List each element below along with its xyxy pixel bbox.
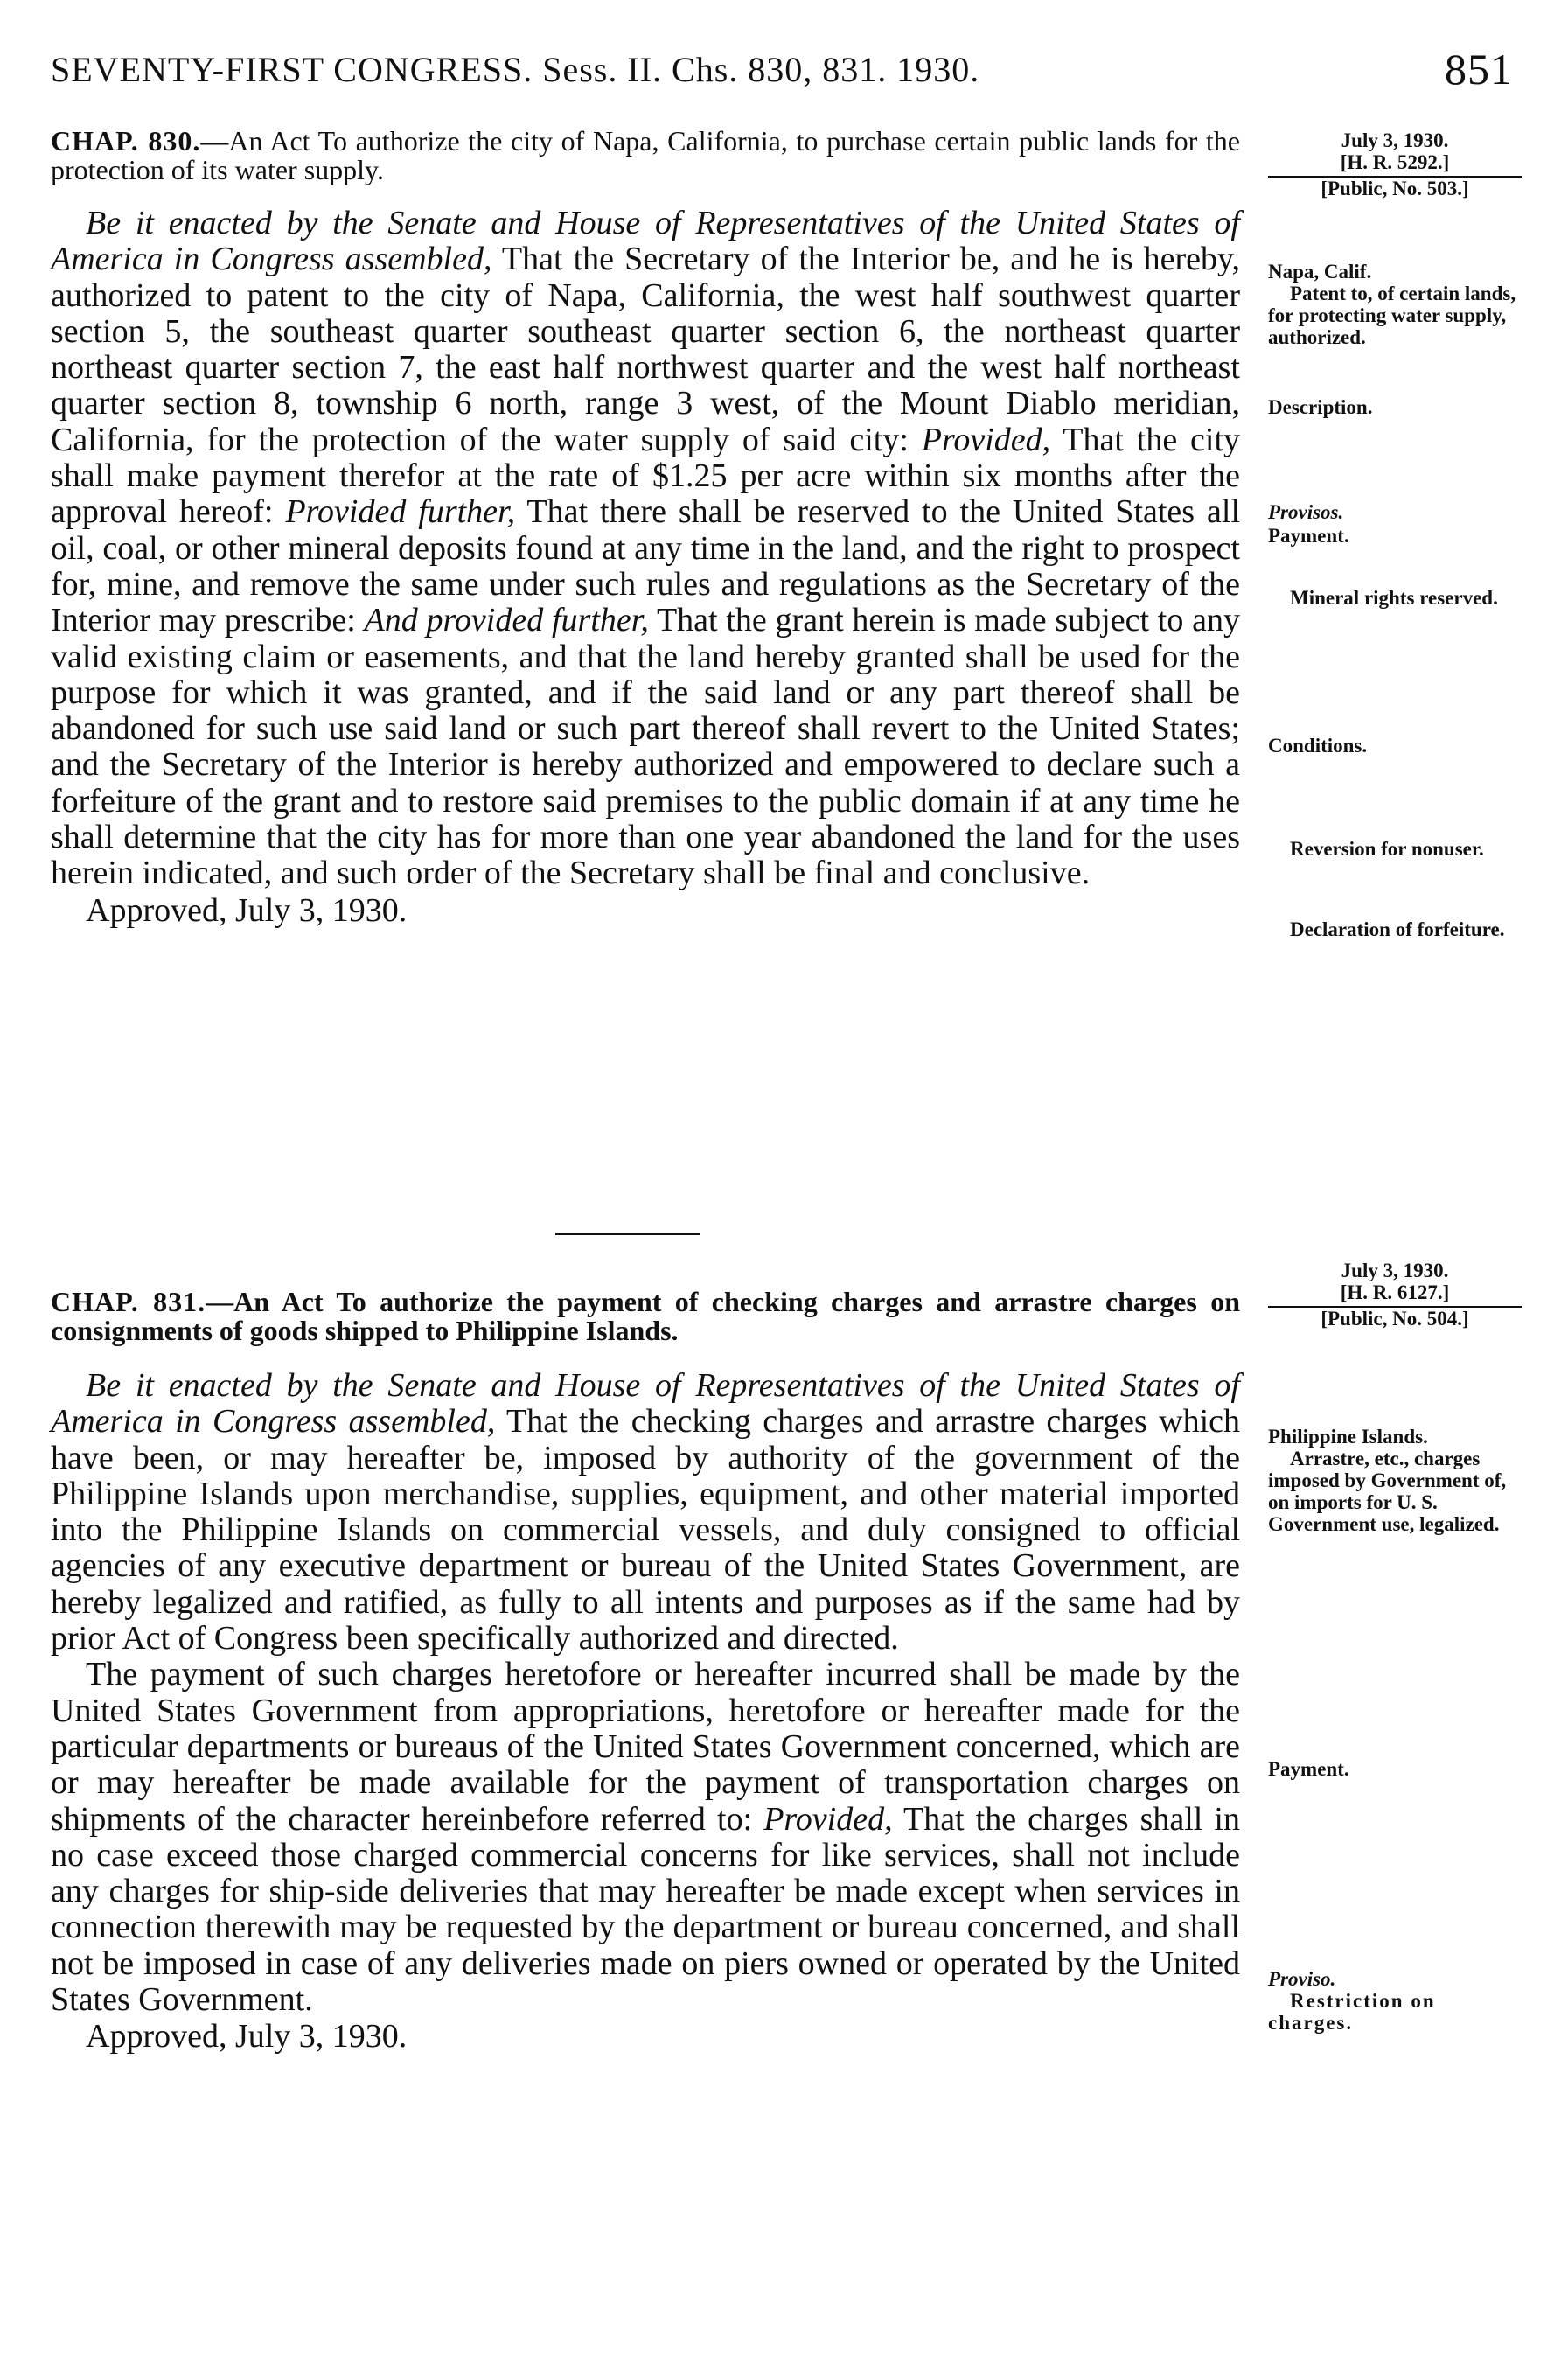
chapter-831-paragraph-1 xyxy=(51,1368,1240,1657)
chapter-830-meta xyxy=(1268,129,1522,199)
chapter-831-label: CHAP. 831. xyxy=(51,1286,206,1317)
chapter-831-paragraph-2 xyxy=(51,1657,1240,2018)
chapter-830-text-a: That the Secretary of the Interior be, and he is hereby, authorized to patent to the city of Napa, California, the west half southwest quarter section 5, the southeast quarter southeast quarter section 6, the northeast quarter northeast quarter section 7, the east half northwest quarter and the west half northeast quarter section 8, township 6 north, range 3 west, of the Mount Diablo meridian, California, for the protection of the water supply of said city: xyxy=(51,241,1240,458)
note-arrastre-charges: Arrastre, etc., charges imposed by Government of, on imports for U. S. Government use, legalized. xyxy=(1268,1448,1507,1535)
chapter-830-public-no: [Public, No. 503.] xyxy=(1321,178,1469,199)
note-payment: Payment. xyxy=(1268,525,1349,547)
note-restriction: Restriction on charges. xyxy=(1268,1990,1436,2034)
chapter-831-meta xyxy=(1268,1260,1522,1330)
note-forfeiture: Declaration of forfeiture. xyxy=(1290,918,1505,940)
running-head-title: SEVENTY-FIRST CONGRESS. Sess. II. Chs. 830, 831. 1930. xyxy=(51,50,980,89)
note-mineral-rights: Mineral rights reserved. xyxy=(1290,587,1498,609)
chapter-830-text-c: That there shall be reserved to the United States all oil, coal, or other mineral deposits found at any time in the land, and the right to prospect for, mine, and remove the same under such rules and regulations as the Secretary of the Interior may prescribe: xyxy=(51,493,1241,639)
chapter-831-enacting-clause: Be it enacted by the Senate and House of Representatives of the United States of America in Congress assembled, xyxy=(51,1367,1240,1441)
chapter-831-bill: [H. R. 6127.] xyxy=(1268,1281,1522,1308)
chapter-830-paragraph xyxy=(51,206,1240,892)
chapter-830-text-b: That the city shall make payment therefor at the rate of $1.25 per acre within six months after the approval hereof: xyxy=(51,421,1240,531)
chapter-830-heading xyxy=(51,127,1240,185)
chapter-830-provided-2: Provided further, xyxy=(285,493,516,531)
chapter-831-provided-1: Provided, xyxy=(763,1800,893,1838)
note-provisos xyxy=(1268,501,1522,523)
page-number: 851 xyxy=(1445,45,1513,94)
chapter-830-approved: Approved, July 3, 1930. xyxy=(86,891,408,929)
chapter-831-text-a: That the checking charges and arrastre charges which have been, or may hereafter be, imposed by authority of the government of the Philippine Islands upon merchandise, supplies, equipment, and other material imported into the Philippine Islands on commercial vessels, and duly consigned to official agencies of any executive department or bureau of the United States Government, are hereby legalized and ratified, as fully to all intents and purposes as if the same had by prior Act of Congress been specifically authorized and directed. xyxy=(51,1403,1241,1658)
note-conditions: Conditions. xyxy=(1268,735,1368,757)
note-patent: Patent to, of certain lands, for protecting water supply, authorized. xyxy=(1268,283,1516,348)
chapter-831-body xyxy=(51,1288,1240,2055)
chapter-831-text xyxy=(51,1368,1240,2018)
chapter-830-date: July 3, 1930. xyxy=(1341,129,1449,151)
note-proviso-text: Proviso. xyxy=(1268,1968,1336,1990)
chapter-830-title: —An Act To authorize the city of Napa, California, to purchase certain public lands for the protection of its water supply. xyxy=(51,125,1241,185)
note-philippine-islands: Philippine Islands. xyxy=(1268,1426,1428,1448)
chapter-831-text-c: That the charges shall in no case exceed those charged commercial concerns for like services, shall not include any charges for ship-side deliveries that may hereafter be made except when services in connection therewith may be requested by the department or bureau concerned, and shall not be imposed in case of any deliveries made on piers owned or operated by the United States Government. xyxy=(51,1800,1240,2019)
chapter-830-provided-1: Provided, xyxy=(921,421,1051,458)
chapter-831-date: July 3, 1930. xyxy=(1341,1260,1449,1281)
chapter-830-body xyxy=(51,127,1240,929)
note-proviso xyxy=(1268,1968,1522,1990)
note-provisos-text: Provisos. xyxy=(1268,501,1344,523)
chapter-831-public-no: [Public, No. 504.] xyxy=(1321,1308,1469,1330)
chapter-831-title: —An Act To authorize the payment of checking charges and arrastre charges on consignments of goods shipped to Philippine Islands. xyxy=(51,1286,1241,1346)
chapter-830-text xyxy=(51,206,1240,892)
chapter-830-bill: [H. R. 5292.] xyxy=(1268,151,1522,178)
section-divider xyxy=(555,1233,700,1235)
chapter-830-label: CHAP. 830. xyxy=(51,125,201,157)
note-description: Description. xyxy=(1268,396,1373,418)
chapter-830-enacting-clause: Be it enacted by the Senate and House of Representatives of the United States of America in Congress assembled, xyxy=(51,205,1240,278)
note-napa: Napa, Calif. xyxy=(1268,261,1372,283)
chapter-831-approved: Approved, July 3, 1930. xyxy=(86,2018,408,2055)
chapter-831-text-b: The payment of such charges heretofore or hereafter incurred shall be made by the United States Government from appropriations, heretofore or hereafter made for the particular departments or bureaus of the United States Government concerned, which are or may hereafter be made available for the payment of transportation charges on shipments of the character hereinbefore referred to: xyxy=(51,1656,1240,1838)
running-head xyxy=(51,44,1513,96)
chapter-830-text-d: That the grant herein is made subject to any valid existing claim or easements, and that the land hereby granted shall be used for the purpose for which it was granted, and if the said land or any part thereof shall be abandoned for such use said land or such part thereof shall revert to the United States; and the Secretary of the Interior is hereby authorized and empowered to declare such a forfeiture of the grant and to restore said premises to the public domain if at any time he shall determine that the city has for more than one year abandoned the land for the uses herein indicated, and such order of the Secretary shall be final and conclusive. xyxy=(51,602,1240,892)
note-reversion: Reversion for nonuser. xyxy=(1290,838,1484,860)
chapter-831-heading xyxy=(51,1288,1240,1345)
note-payment-831: Payment. xyxy=(1268,1758,1349,1780)
chapter-830-provided-3: And provided further, xyxy=(364,602,649,639)
